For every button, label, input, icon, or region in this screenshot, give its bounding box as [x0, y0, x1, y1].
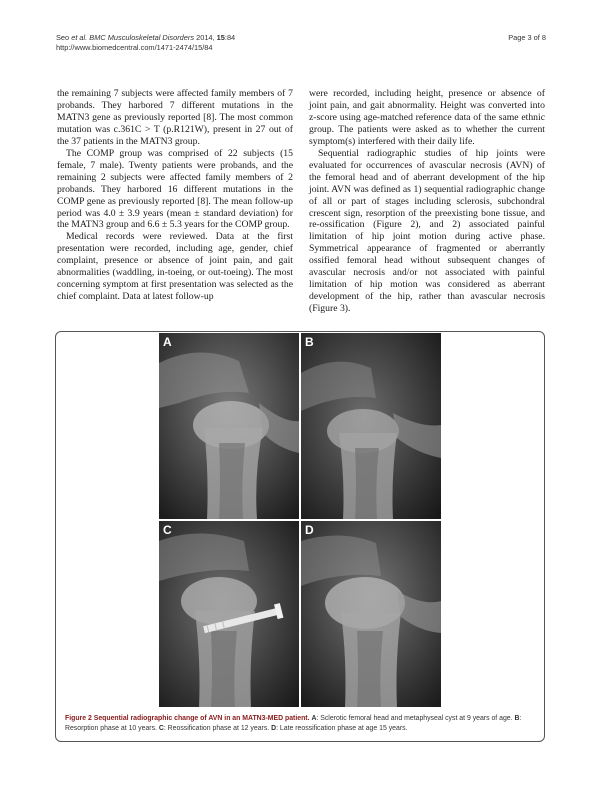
- citation: Seo et al. BMC Musculoskeletal Disorders 2014, 15:84: [56, 33, 236, 42]
- radiograph-panel-b: [301, 333, 441, 519]
- paragraph: The COMP group was comprised of 22 subjects (15 female, 7 male). Twenty patients were probands, and the remaining 2 subjects were affected family members of 2 probands. They harbored 16 different mutations in the COMP gene as previously reported [8]. The mean follow-up period was 4.0 ± 3.9 years (mean ± standard deviation) for the MATN3 group and 6.6 ± 5.3 years for the COMP group.: [57, 147, 293, 231]
- left-column: [57, 88, 293, 303]
- running-header: [56, 33, 235, 53]
- paragraph: were recorded, including height, presence or absence of joint pain, and gait abnormality. Height was converted into z-score using age-matched reference data of the same ethnic group. The patients were asked as to whether the current symptom(s) interfered with their daily life.: [309, 88, 545, 147]
- article-url[interactable]: http://www.biomedcentral.com/1471-2474/15/84: [56, 43, 213, 52]
- right-column: [309, 88, 545, 315]
- figure-2: [55, 331, 545, 742]
- paragraph: Sequential radiographic studies of hip joints were evaluated for occurrences of avascular necrosis (AVN) of the femoral head and of aberrant development of the hip joint. AVN was defined as 1) sequential radiographic change of all or part of stages including sclerosis, subchondral crescent sign, resorption of the preexisting bone tissue, and re-ossification (Figure 2), and 2) associated painful limitation of hip joint motion during active phase. Symmetrical appearance of fragmented or aberrantly ossified femoral head without subsequent changes of avascular necrosis and/or not associated with painful limitation of hip motion was considered as aberrant development of the hip, rather than avascular necrosis (Figure 3).: [309, 147, 545, 315]
- panel-label: C: [163, 523, 172, 537]
- radiograph-panel-d: [301, 521, 441, 707]
- panel-label: A: [163, 335, 172, 349]
- panel-label: B: [305, 335, 314, 349]
- paragraph: the remaining 7 subjects were affected family members of 7 probands. They harbored 7 different mutations in the MATN3 gene as previously reported [8]. The most common mutation was c.361C > T (p.R121W), present in 27 out of the 37 patients in the MATN3 group.: [57, 88, 293, 147]
- figure-caption: Figure 2 Sequential radiographic change of AVN in an MATN3-MED patient. A: Sclerotic femoral head and metaphyseal cyst at 9 years of age. B: Resorption phase at 10 years. C: Reossification phase at 12 years. D: Late reossification phase at age 15 years.: [65, 715, 522, 732]
- paragraph: Medical records were reviewed. Data at the first presentation were recorded, including age, gender, chief complaint, presence or absence of joint pain, and gait abnormalities (waddling, in-toeing, or out-toeing). The most concerning symptom at first presentation was selected as the chief complaint. Data at latest follow-up: [57, 231, 293, 303]
- radiograph-panel-a: [159, 333, 299, 519]
- page-number: Page 3 of 8: [508, 33, 546, 42]
- radiograph-grid: [159, 333, 441, 706]
- radiograph-panel-c: [159, 521, 299, 707]
- panel-label: D: [305, 523, 314, 537]
- caption-title: Figure 2 Sequential radiographic change of AVN in an MATN3-MED patient.: [65, 715, 310, 722]
